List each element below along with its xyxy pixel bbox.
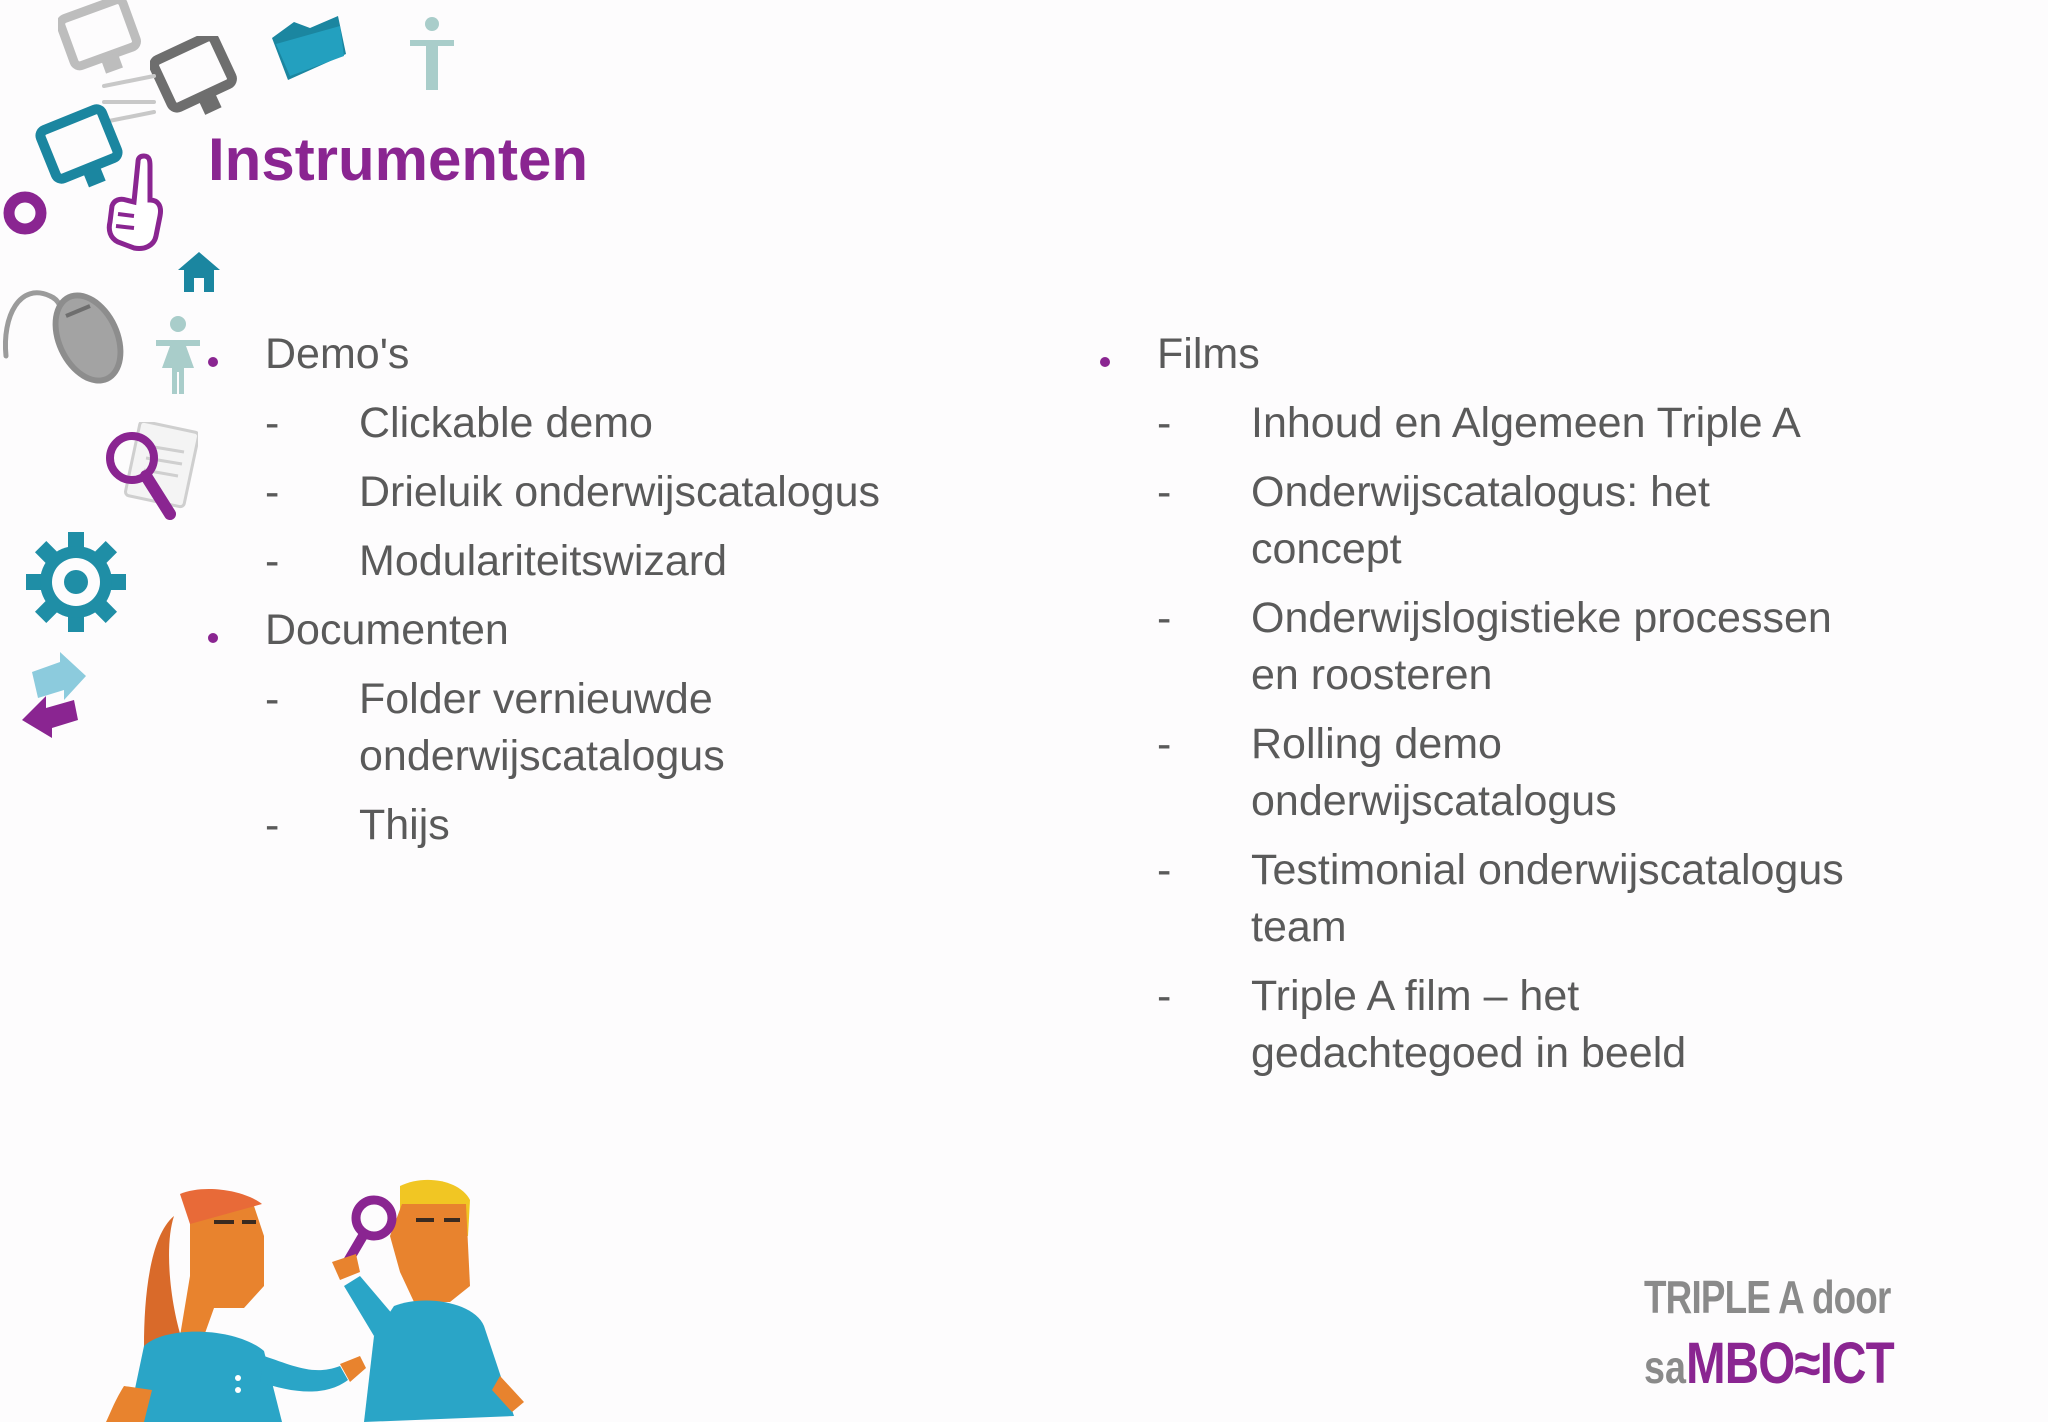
sub-list — [265, 671, 1068, 854]
page-title: Instrumenten — [208, 126, 589, 193]
sub-list-item — [1157, 464, 1811, 578]
sub-list-item — [265, 671, 779, 785]
sub-item-text: Testimonial onderwijscatalogus team — [1251, 846, 1844, 951]
sub-item-text: Triple A film – het gedachtegoed in beeld — [1251, 972, 1687, 1077]
dash-icon: - — [1157, 468, 1172, 516]
list-heading: Demo's — [265, 330, 410, 378]
bullet-icon — [1100, 357, 1110, 367]
dash-icon: - — [1157, 972, 1172, 1020]
monitor-icon — [58, 0, 148, 82]
dash-icon: - — [265, 675, 280, 723]
list-heading: Documenten — [265, 606, 509, 654]
list-heading: Films — [1157, 330, 1260, 378]
sub-item-text: Rolling demo onderwijscatalogus — [1251, 720, 1617, 825]
dash-icon: - — [1157, 720, 1172, 768]
home-icon — [176, 248, 222, 294]
magnifier-icon — [98, 422, 198, 524]
sub-item-text: Drieluik onderwijscatalogus — [359, 468, 881, 516]
circle-icon — [2, 190, 48, 236]
dash-icon: - — [265, 399, 280, 447]
left-column — [208, 326, 1068, 866]
sub-list-item — [265, 464, 1068, 521]
logo-line2 — [1644, 1330, 1894, 1397]
sub-list-item — [1157, 395, 2000, 452]
sub-list — [1157, 395, 2000, 1082]
sub-item-text: Thijs — [359, 801, 450, 849]
dash-icon: - — [265, 801, 280, 849]
dash-icon: - — [265, 468, 280, 516]
sub-list-item — [265, 797, 1068, 854]
sub-item-text: Onderwijscatalogus: het concept — [1251, 468, 1710, 573]
bullet-list — [208, 326, 1068, 854]
sub-item-text: Folder vernieuwde onderwijscatalogus — [359, 675, 725, 780]
person-icon — [150, 316, 206, 396]
sub-list-item — [1157, 590, 1891, 704]
dash-icon: - — [1157, 594, 1172, 642]
sub-list-item — [1157, 968, 1761, 1082]
triple-a-logo — [1642, 1270, 1942, 1396]
bullet-icon — [208, 633, 218, 643]
list-item — [208, 602, 1068, 854]
sub-item-text: Modulariteitswizard — [359, 537, 728, 585]
person-icon — [406, 16, 458, 92]
bullet-list — [1100, 326, 2000, 1082]
sub-list — [265, 395, 1068, 590]
right-column — [1100, 326, 2000, 1094]
folder-icon — [266, 14, 348, 84]
logo-line1: TRIPLE A door — [1644, 1271, 1891, 1323]
sub-list-item — [265, 395, 1068, 452]
sub-list-item — [1157, 716, 1711, 830]
sub-item-text: Onderwijslogistieke processen en roosteren — [1251, 594, 1832, 699]
logo-brand: MBO≈ICT — [1685, 1331, 1894, 1396]
pointing-hand-icon — [104, 150, 166, 252]
sub-item-text: Clickable demo — [359, 399, 653, 447]
gear-icon — [24, 530, 128, 634]
people-illustration — [104, 1176, 564, 1422]
monitor-icon — [150, 36, 246, 126]
sub-item-text: Inhoud en Algemeen Triple A — [1251, 399, 1801, 447]
dash-icon: - — [1157, 399, 1172, 447]
dash-icon: - — [265, 537, 280, 585]
sub-list-item — [265, 533, 1068, 590]
logo-prefix: sa — [1644, 1341, 1686, 1393]
arrows-icon — [20, 650, 90, 754]
mouse-icon — [0, 276, 140, 394]
sub-list-item — [1157, 842, 1931, 956]
bullet-icon — [208, 357, 218, 367]
list-item — [208, 326, 1068, 590]
dash-icon: - — [1157, 846, 1172, 894]
list-item — [1100, 326, 2000, 1082]
